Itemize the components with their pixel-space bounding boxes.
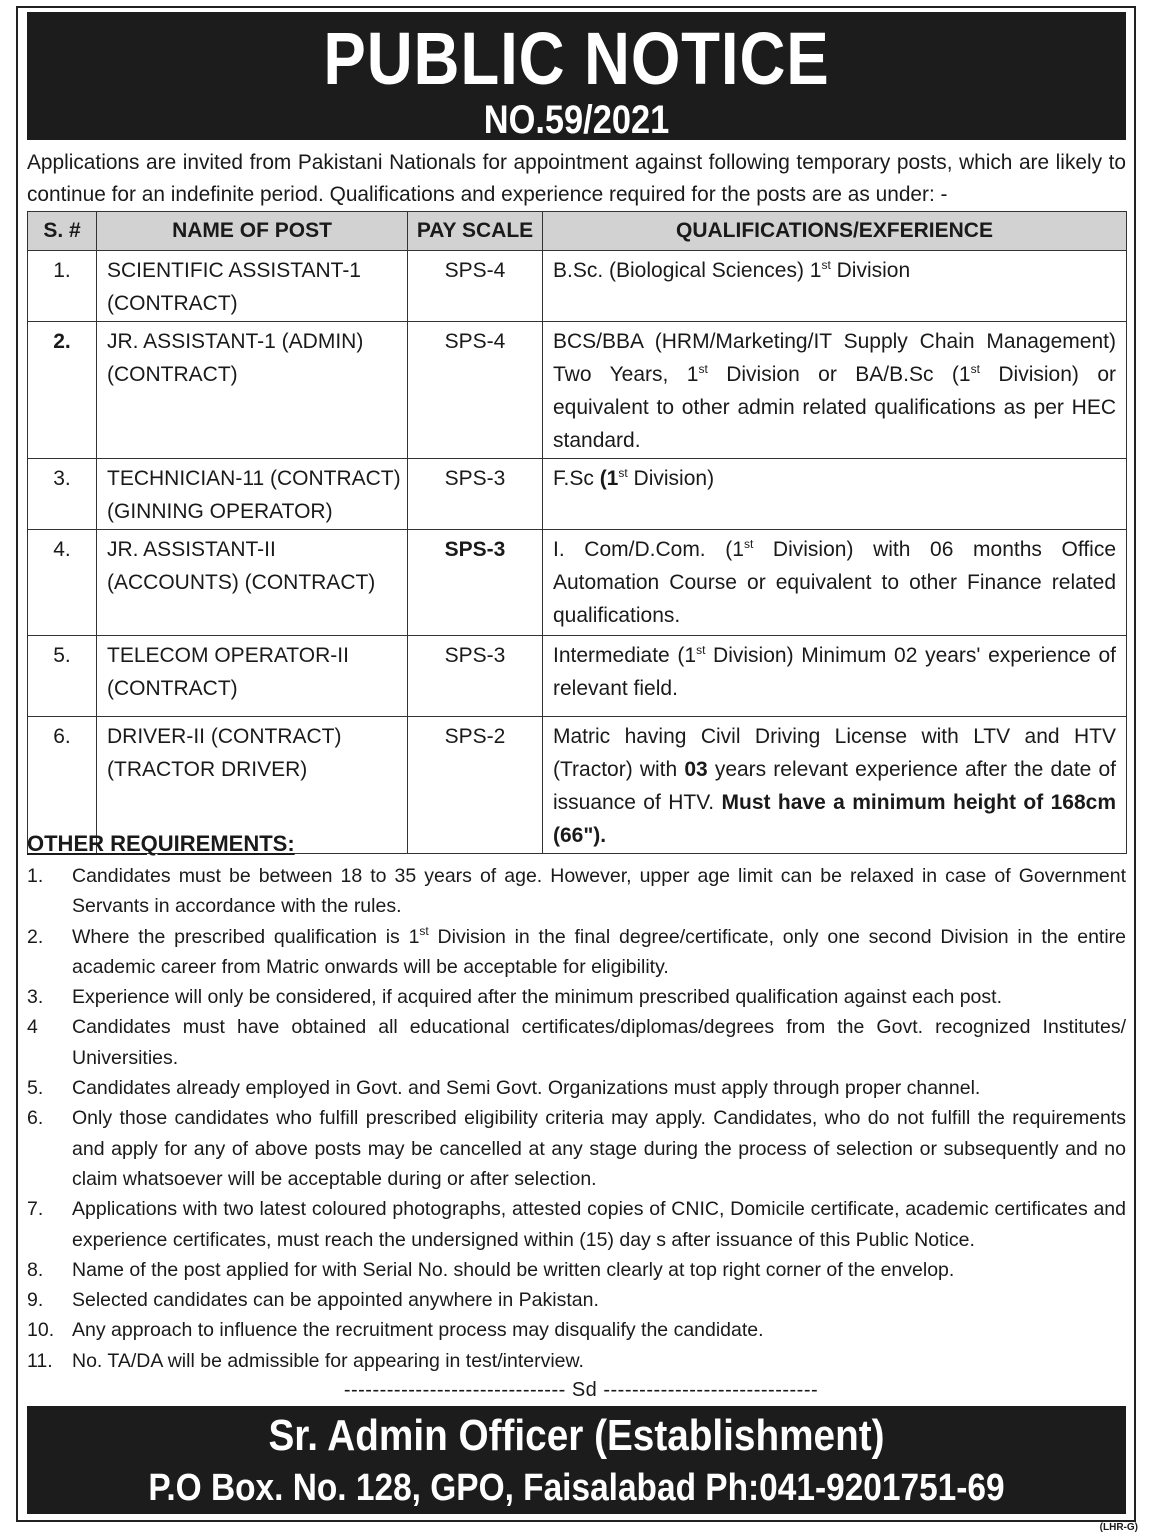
header-pay-scale: PAY SCALE <box>408 212 543 251</box>
table-row <box>28 636 1127 717</box>
row-post <box>97 530 408 636</box>
notice-title: PUBLIC NOTICE <box>323 17 830 100</box>
row-qualification: F.Sc (1st Division) <box>543 459 1127 530</box>
table-row <box>28 459 1127 530</box>
row-pay-scale: SPS-4 <box>408 251 543 322</box>
requirements-list <box>27 861 1126 1376</box>
notice-banner <box>27 12 1126 140</box>
row-post <box>97 636 408 717</box>
post-type: (ACCOUNTS) (CONTRACT) <box>107 571 376 594</box>
table-header-row <box>28 212 1127 251</box>
row-pay-scale: SPS-3 <box>408 459 543 530</box>
list-item: 1. Candidates must be between 18 to 35 years of age. However, upper age limit can be relaxed in case of Government Servants in accordance with the rules. <box>27 865 1126 918</box>
row-post <box>97 322 408 459</box>
notice-number: NO.59/2021 <box>483 98 670 142</box>
post-name: SCIENTIFIC ASSISTANT-1 <box>107 259 361 282</box>
row-serial: 2. <box>28 322 97 459</box>
contact-address: P.O Box. No. 128, GPO, Faisalabad Ph:041-9201751-69 <box>148 1467 1005 1509</box>
list-item: 2. Where the prescribed qualification is 1st Division in the final degree/certificate, only one second Division in the entire academic career from Matric onwards will be acceptable for eligibility. <box>27 923 1127 978</box>
post-name: JR. ASSISTANT-1 (ADMIN) <box>107 330 364 353</box>
row-serial: 6. <box>28 717 97 854</box>
footer-banner <box>27 1406 1126 1514</box>
list-item: 7. Applications with two latest coloured photographs, attested copies of CNIC, Domicile certificate, academic certificates and experience certificates, must reach the undersigned within (15) day s after issuance of this Public Notice. <box>27 1198 1126 1251</box>
post-name: TELECOM OPERATOR-II <box>107 644 349 667</box>
table-row <box>28 530 1127 636</box>
row-pay-scale: SPS-3 <box>408 530 543 636</box>
list-item: 5. Candidates already employed in Govt. and Semi Govt. Organizations must apply through proper channel. <box>27 1077 981 1100</box>
intro-paragraph: Applications are invited from Pakistani Nationals for appointment against following temporary posts, which are likely to continue for an indefinite period. Qualifications and experience required for the posts are as under: - <box>27 150 1127 206</box>
row-serial: 5. <box>28 636 97 717</box>
signature-line: ------------------------------- Sd ------------------------------ <box>343 1379 819 1401</box>
post-type: (TRACTOR DRIVER) <box>107 758 308 781</box>
post-type: (CONTRACT) <box>107 363 238 386</box>
row-pay-scale: SPS-3 <box>408 636 543 717</box>
list-item: 4 Candidates must have obtained all educational certificates/diplomas/degrees from the Govt. recognized Institutes/ Universities. <box>27 1016 1126 1069</box>
list-item: 3. Experience will only be considered, if acquired after the minimum prescribed qualification against each post. <box>27 986 1002 1009</box>
row-qualification: B.Sc. (Biological Sciences) 1st Division <box>543 251 1127 322</box>
row-post <box>97 459 408 530</box>
header-qualifications: QUALIFICATIONS/EXFERIENCE <box>543 212 1127 251</box>
row-serial: 4. <box>28 530 97 636</box>
row-serial: 3. <box>28 459 97 530</box>
post-type: (GINNING OPERATOR) <box>107 500 333 523</box>
post-type: (CONTRACT) <box>107 677 238 700</box>
officer-title: Sr. Admin Officer (Establishment) <box>268 1411 885 1460</box>
publication-code: (LHR-G) <box>1099 1522 1138 1533</box>
list-item: 9. Selected candidates can be appointed anywhere in Pakistan. <box>27 1289 599 1312</box>
list-item: 8. Name of the post applied for with Serial No. should be written clearly at top right corner of the envelop. <box>27 1258 955 1281</box>
list-item: 11. No. TA/DA will be admissible for appearing in test/interview. <box>27 1349 584 1372</box>
header-serial: S. # <box>28 212 97 251</box>
post-name: JR. ASSISTANT-II <box>107 538 276 561</box>
row-qualification: BCS/BBA (HRM/Marketing/IT Supply Chain Management) Two Years, 1st Division or BA/B.Sc (1st Division) or equivalent to other admin related qualifications as per HEC standard. <box>543 322 1127 459</box>
row-post <box>97 251 408 322</box>
list-item: 10. Any approach to influence the recruitment process may disqualify the candidate. <box>27 1319 764 1342</box>
row-pay-scale: SPS-4 <box>408 322 543 459</box>
row-qualification: Matric having Civil Driving License with LTV and HTV (Tractor) with 03 years relevant experience after the date of issuance of HTV. Must have a minimum height of 168cm (66"). <box>543 717 1127 854</box>
post-name: DRIVER-II (CONTRACT) <box>107 725 342 748</box>
table-row <box>28 251 1127 322</box>
row-qualification: I. Com/D.Com. (1st Division) with 06 months Office Automation Course or equivalent to other Finance related qualifications. <box>543 530 1127 636</box>
list-item: 6. Only those candidates who fulfill prescribed eligibility criteria may apply. Candidates, who do not fulfill the requirements and apply for any of above posts may be cancelled at any stage during the process of selection or subsequently and no claim whatsoever will be acceptable during or after selection. <box>27 1107 1126 1190</box>
header-post: NAME OF POST <box>97 212 408 251</box>
other-requirements-heading: OTHER REQUIREMENTS: <box>27 831 295 856</box>
posts-table <box>27 211 1127 854</box>
table-row <box>28 322 1127 459</box>
row-pay-scale: SPS-2 <box>408 717 543 854</box>
post-name: TECHNICIAN-11 (CONTRACT) <box>107 467 401 490</box>
post-type: (CONTRACT) <box>107 292 238 315</box>
row-serial: 1. <box>28 251 97 322</box>
row-qualification: Intermediate (1st Division) Minimum 02 years' experience of relevant field. <box>543 636 1127 717</box>
